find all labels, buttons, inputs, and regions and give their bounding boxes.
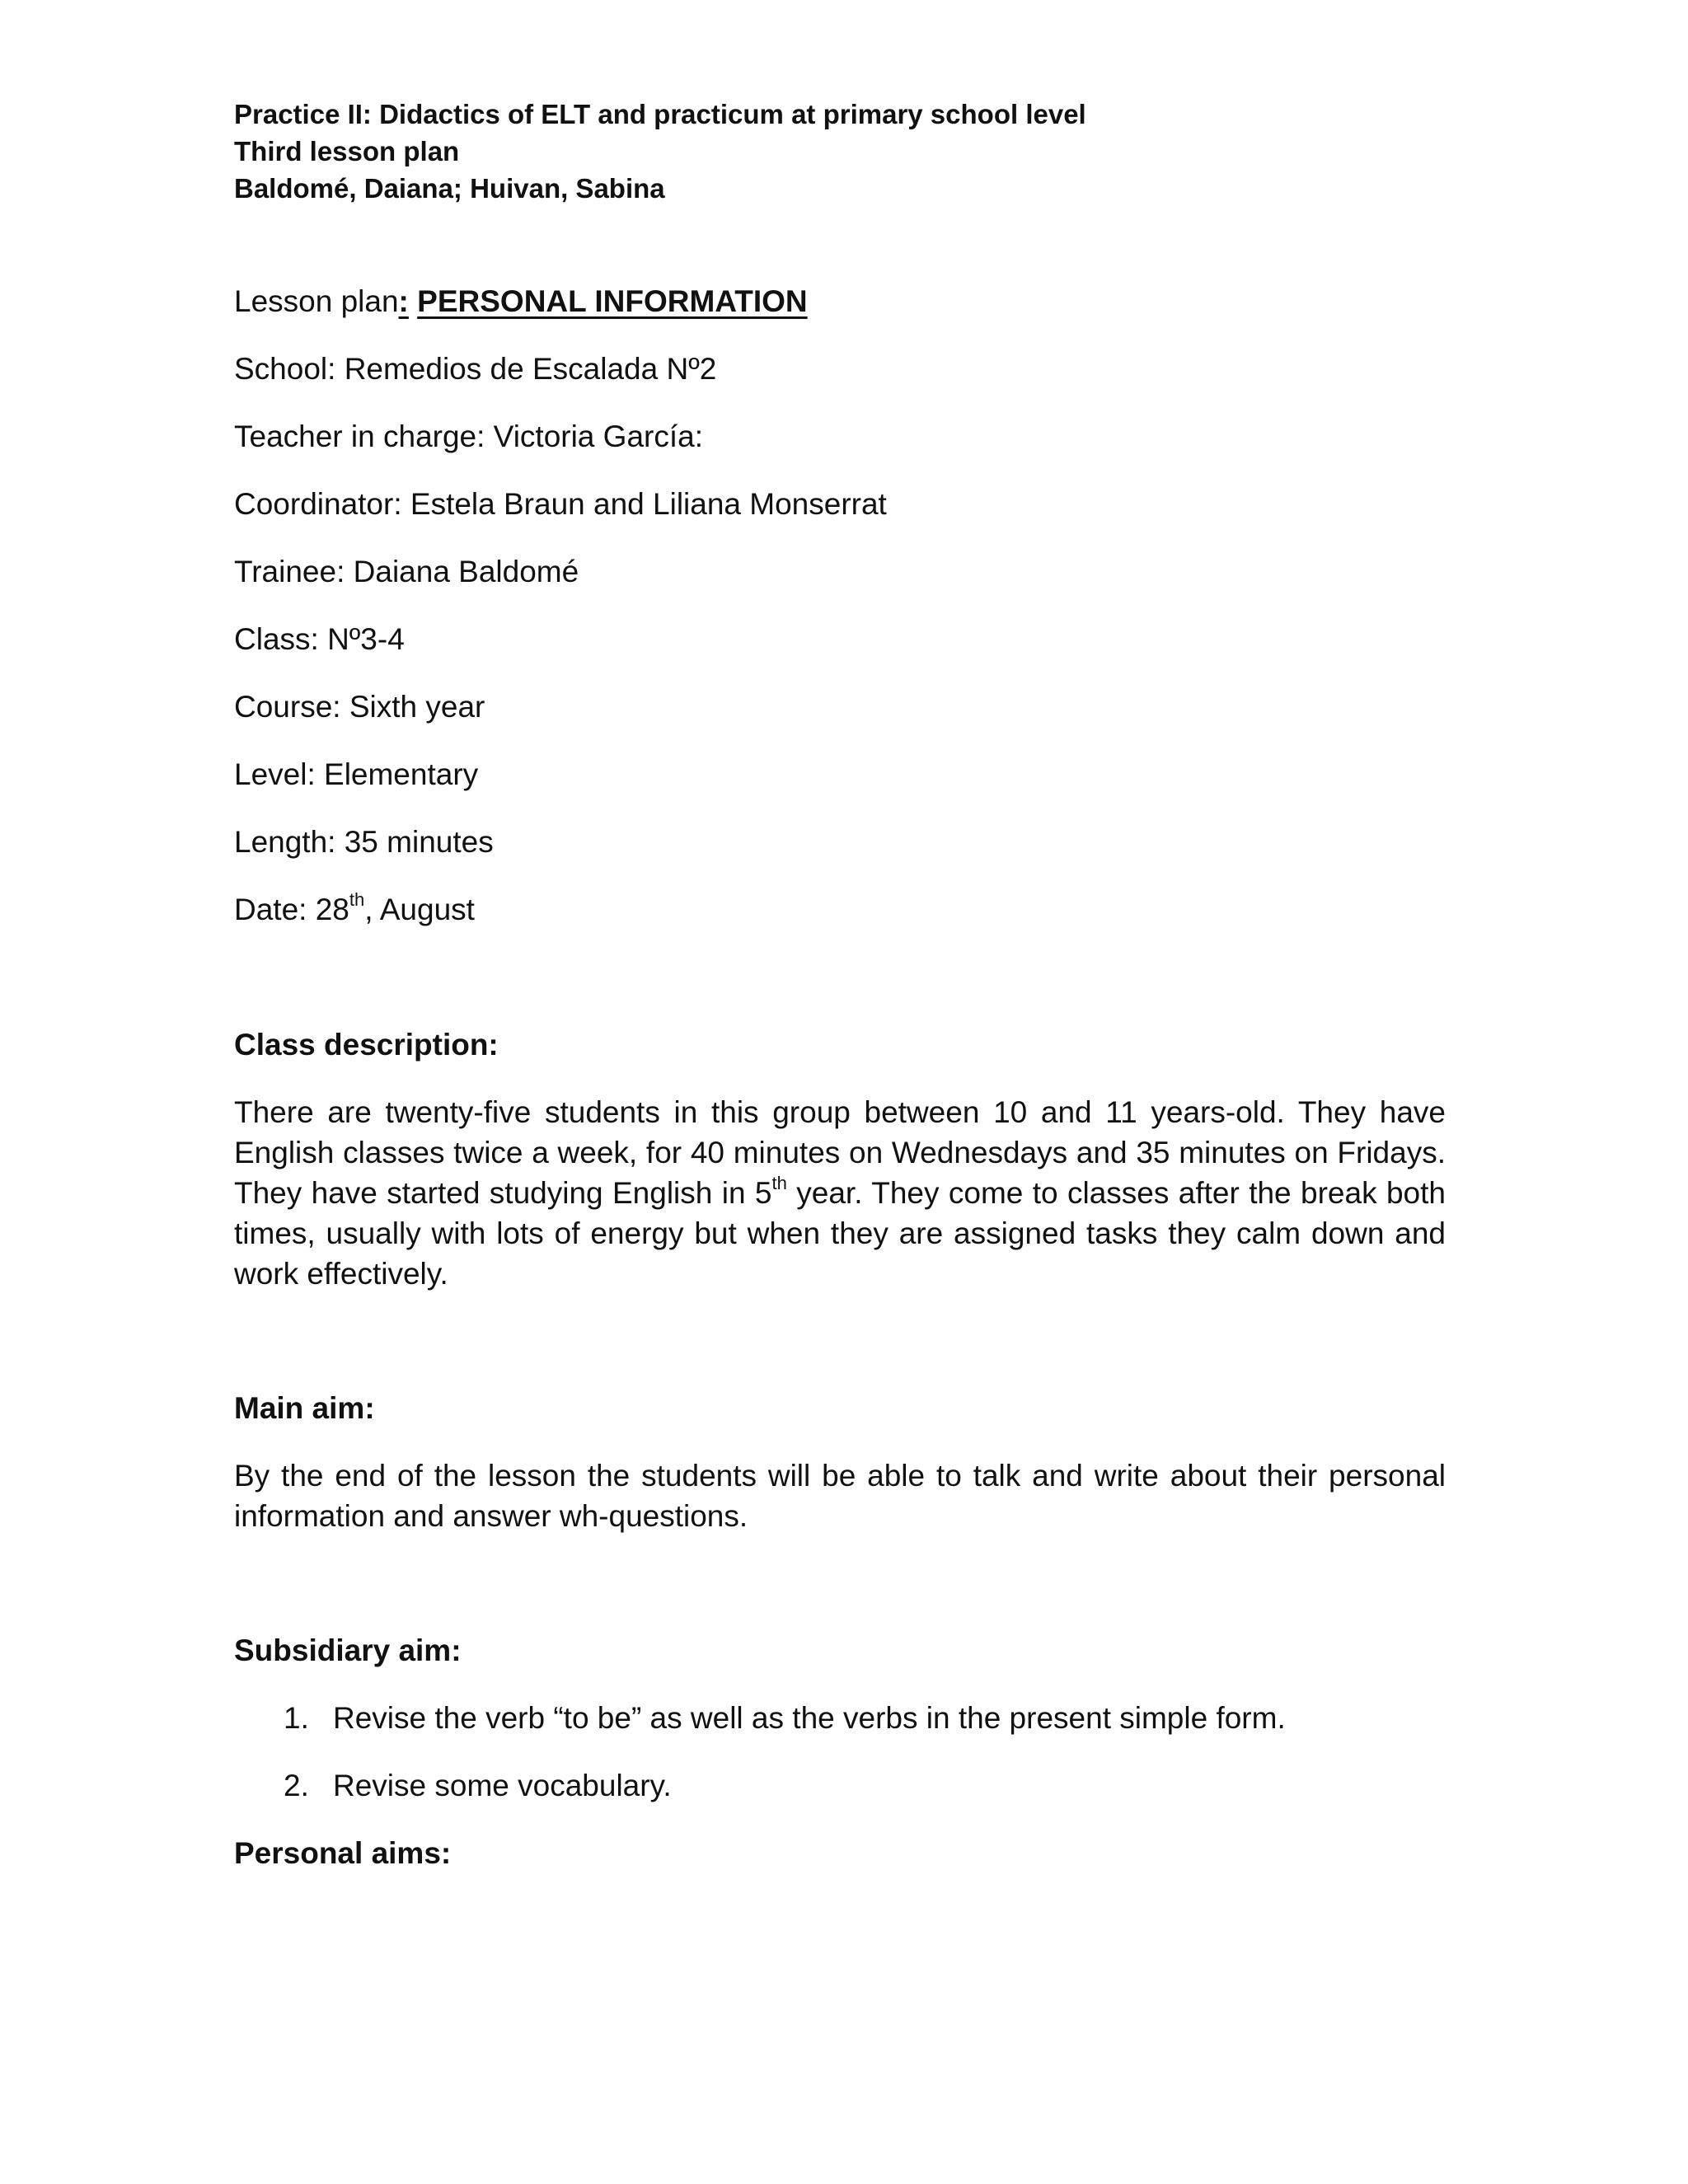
field-course: Course: Sixth year [234, 690, 485, 724]
lesson-plan-colon: : [398, 284, 409, 318]
document-subtitle: Third lesson plan [234, 136, 460, 166]
personal-aims-heading: Personal aims: [234, 1836, 452, 1870]
course-title: Practice II: Didactics of ELT and practicum at primary school level [234, 99, 1086, 129]
field-length: Length: 35 minutes [234, 825, 494, 859]
subsidiary-aim-heading: Subsidiary aim: [234, 1633, 462, 1667]
class-description-text [234, 1092, 1446, 1294]
lesson-plan-title [234, 281, 808, 322]
field-date [234, 889, 475, 930]
field-teacher: Teacher in charge: Victoria García: [234, 419, 703, 453]
class-description-superscript: th [771, 1172, 787, 1193]
date-superscript: th [349, 888, 365, 910]
list-item: Revise some vocabulary. [333, 1769, 672, 1802]
field-class: Class: Nº3-4 [234, 622, 405, 656]
date-suffix: , August [364, 893, 475, 926]
main-aim-text: By the end of the lesson the students will be able to talk and write about their personal information and answer wh-questions. [234, 1459, 1446, 1533]
list-item: Revise the verb “to be” as well as the verbs in the present simple form. [333, 1701, 1286, 1735]
field-trainee: Trainee: Daiana Baldomé [234, 555, 579, 588]
list-item-number: 1. [284, 1701, 309, 1735]
class-description-heading: Class description: [234, 1028, 499, 1062]
field-level: Level: Elementary [234, 757, 479, 791]
lesson-plan-label: Lesson plan [234, 284, 399, 318]
lesson-plan-topic: PERSONAL INFORMATION [417, 284, 808, 318]
date-prefix: Date: 28 [234, 893, 349, 926]
class-description-text-part2: year. They come to classes after the break both times, usually with lots of energy but when they are assigned tasks they calm down and work effectively. [234, 1176, 1446, 1291]
authors: Baldomé, Daiana; Huivan, Sabina [234, 173, 665, 204]
field-coordinator: Coordinator: Estela Braun and Liliana Monserrat [234, 487, 887, 521]
list-item-number: 2. [284, 1769, 309, 1802]
field-school: School: Remedios de Escalada Nº2 [234, 352, 717, 386]
main-aim-heading: Main aim: [234, 1391, 375, 1425]
class-description-text-part1: There are twenty-five students in this group between 10 and 11 years-old. They have English classes twice a week, for 40 minutes on Wednesdays and 35 minutes on Fridays. They have started studying English in 5 [234, 1095, 1446, 1210]
